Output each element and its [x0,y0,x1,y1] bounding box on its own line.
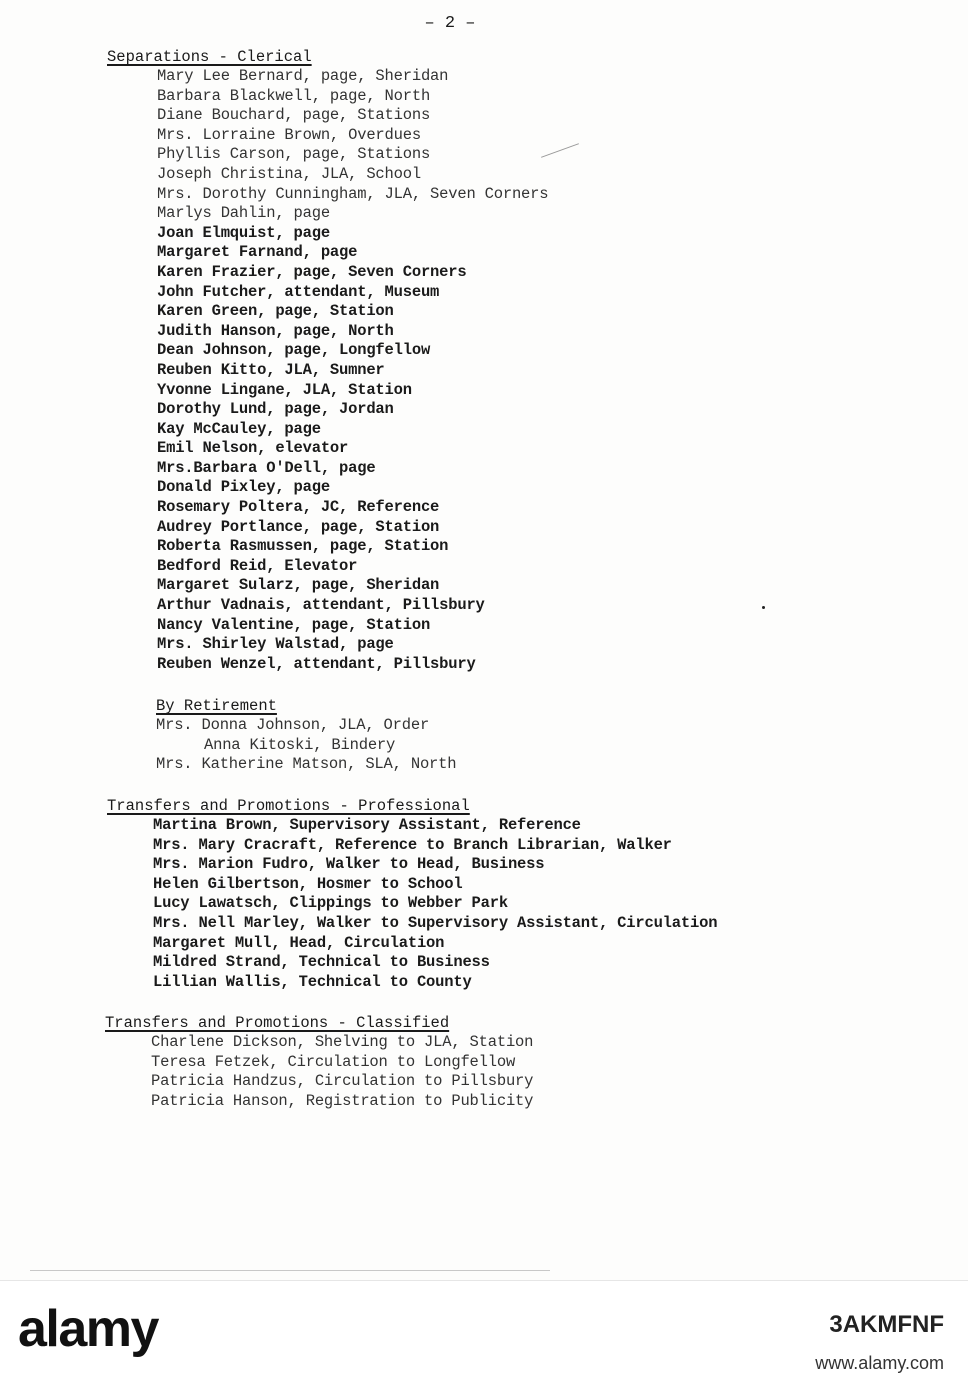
list-item: Rosemary Poltera, JC, Reference [157,498,440,517]
section-transfers-professional [107,797,717,992]
list-item: Dorothy Lund, page, Jordan [157,400,394,419]
image-id: 3AKMFNF [829,1311,944,1338]
list-item: Patricia Hanson, Registration to Publicity [151,1091,534,1110]
section-heading: Separations - Clerical [107,48,312,66]
list-item: Lucy Lawatsch, Clippings to Webber Park [153,894,508,913]
list-item: Joseph Christina, JLA, School [157,164,421,183]
section-by-retirement [156,697,456,775]
list-item: Reuben Kitto, JLA, Sumner [157,360,385,379]
scan-speck [762,606,765,609]
list-item: Helen Gilbertson, Hosmer to School [153,874,463,893]
list-item: Marlys Dahlin, page [157,204,330,223]
list-item: Kay McCauley, page [157,419,321,438]
watermark-footer [0,1280,968,1391]
list-item: Karen Frazier, page, Seven Corners [157,262,467,281]
list-item: Mrs. Donna Johnson, JLA, Order [156,716,430,734]
list-item: Roberta Rasmussen, page, Station [157,537,449,556]
list-item: Patricia Handzus, Circulation to Pillsbury [151,1072,534,1091]
list-item: Charlene Dickson, Shelving to JLA, Station [151,1033,534,1051]
list-item: Yvonne Lingane, JLA, Station [157,380,412,399]
list-item: John Futcher, attendant, Museum [157,282,440,301]
list-item: Teresa Fetzek, Circulation to Longfellow [151,1052,516,1071]
list-item: Bedford Reid, Elevator [157,556,358,575]
list-item: Lillian Wallis, Technical to County [153,972,472,991]
list-item: Mrs. Nell Marley, Walker to Supervisory Assistant, Circulation [153,913,718,932]
list-item: Mrs. Dorothy Cunningham, JLA, Seven Corners [157,184,549,203]
list-item: Martina Brown, Supervisory Assistant, Reference [153,816,581,834]
section-transfers-classified [105,1014,533,1111]
list-item: Donald Pixley, page [157,478,330,497]
list-item: Margaret Mull, Head, Circulation [153,933,445,952]
section-heading: By Retirement [156,697,277,715]
list-item: Barbara Blackwell, page, North [157,86,431,105]
classified-list [151,1033,533,1111]
list-item: Joan Elmquist, page [157,223,330,242]
list-item: Anna Kitoski, Bindery [204,735,396,754]
list-item: Dean Johnson, page, Longfellow [157,341,431,360]
list-item: Arthur Vadnais, attendant, Pillsbury [157,596,485,615]
list-item: Mrs. Marion Fudro, Walker to Head, Business [153,855,545,874]
list-item: Diane Bouchard, page, Stations [157,106,431,125]
list-item: Mrs.Barbara O'Dell, page [157,458,376,477]
list-item: Emil Nelson, elevator [157,439,349,458]
list-item: Mary Lee Bernard, page, Sheridan [157,67,449,85]
page-number: – 2 – [424,14,476,33]
section-heading: Transfers and Promotions - Professional [107,797,470,815]
alamy-logo: alamy [18,1300,158,1358]
list-item: Margaret Farnand, page [157,243,358,262]
list-item: Phyllis Carson, page, Stations [157,145,431,164]
scan-edge-line [30,1270,550,1271]
list-item: Karen Green, page, Station [157,302,394,321]
list-item: Mildred Strand, Technical to Business [153,953,490,972]
section-heading: Transfers and Promotions - Classified [105,1014,450,1032]
list-item: Reuben Wenzel, attendant, Pillsbury [157,654,476,673]
list-item: Mrs. Mary Cracraft, Reference to Branch Librarian, Walker [153,835,672,854]
list-item: Mrs. Katherine Matson, SLA, North [156,755,457,774]
retirement-list [156,716,456,775]
list-item: Mrs. Lorraine Brown, Overdues [157,125,421,144]
list-item: Margaret Sularz, page, Sheridan [157,576,440,595]
separations-list [157,67,548,674]
list-item: Mrs. Shirley Walstad, page [157,635,394,654]
section-separations-clerical [107,48,548,674]
list-item: Audrey Portlance, page, Station [157,517,440,536]
list-item: Nancy Valentine, page, Station [157,615,431,634]
site-url: www.alamy.com [815,1353,944,1373]
list-item: Judith Hanson, page, North [157,321,394,340]
professional-list [153,816,717,992]
